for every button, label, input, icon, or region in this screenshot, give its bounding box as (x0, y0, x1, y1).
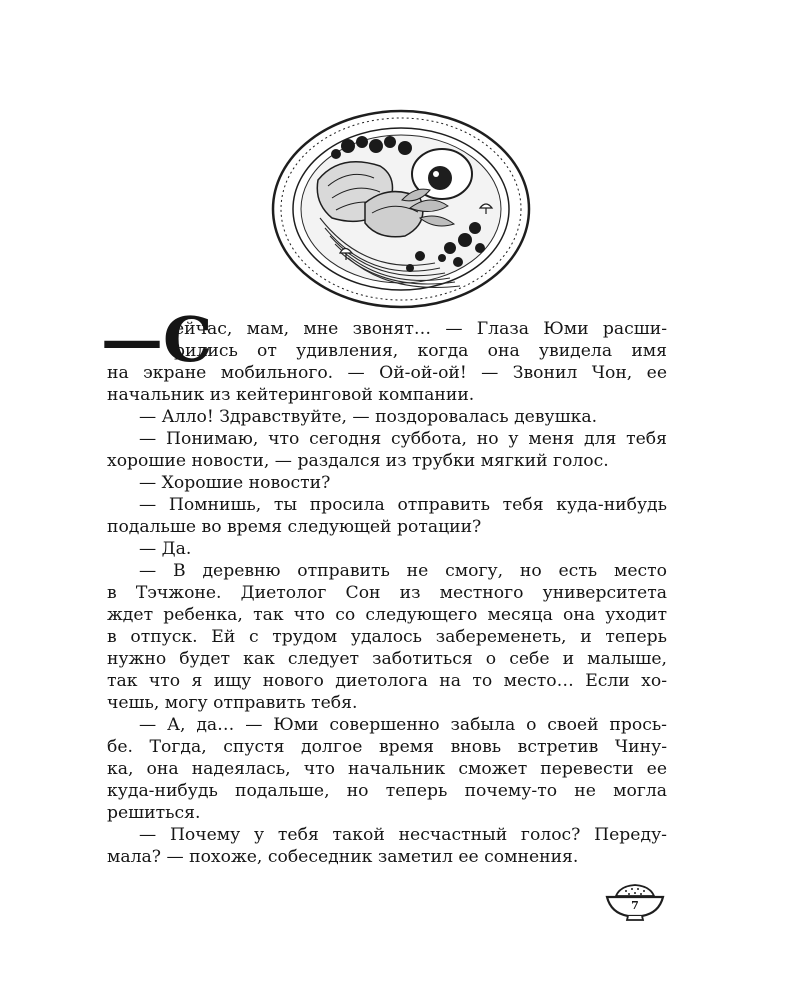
text-line: — В деревню отправить не смогу, но есть место (139, 561, 667, 581)
text-line: рились от удивления, когда она увидела имя (174, 341, 667, 361)
text-line: в Тэчжоне. Диетолог Сон из местного университета (107, 583, 667, 603)
text-line: куда-нибудь подальше, но теперь почему-то не могла (107, 781, 667, 801)
text-line: ейчас, мам, мне звонят… — Глаза Юми расши- (174, 319, 667, 339)
text-line: начальник из кейтеринговой компании. (107, 385, 475, 405)
text-line: — Почему у тебя такой несчастный голос? Переду- (139, 825, 667, 845)
main-text (101, 303, 667, 868)
text-line: в отпуск. Ей с трудом удалось забеременеть, и теперь (107, 627, 667, 647)
text-line: ка, она надеялась, что начальник сможет перевести ее (107, 759, 667, 779)
text-line: на экране мобильного. — Ой-ой-ой! — Звонил Чон, ее (107, 363, 667, 383)
page-number: 7 (631, 899, 639, 912)
text-line: решиться. (107, 803, 201, 823)
text-line: подальше во время следующей ротации? (107, 517, 482, 537)
text-line: хорошие новости, — раздался из трубки мягкий голос. (107, 451, 609, 471)
text-line: ждет ребенка, так что со следующего месяца она уходит (107, 605, 667, 625)
text-line: — А, да… — Юми совершенно забыла о своей прось- (139, 715, 667, 735)
text-line: бе. Тогда, спустя долгое время вновь встретив Чину- (107, 737, 667, 757)
text-line: — Хорошие новости? (139, 473, 331, 493)
drop-cap: —С (101, 303, 213, 376)
text-line: чешь, могу отправить тебя. (107, 693, 358, 713)
text-line: — Да. (139, 539, 192, 559)
text-line: нужно будет как следует заботиться о себе и малыше, (107, 649, 667, 669)
food-plate-illustration (270, 108, 532, 310)
text-line: так что я ищу нового диетолога на то место… Если хо- (107, 671, 667, 691)
text-line: — Понимаю, что сегодня суббота, но у меня для тебя (139, 429, 667, 449)
text-line: мала? — похоже, собеседник заметил ее сомнения. (107, 847, 579, 867)
text-line: — Алло! Здравствуйте, — поздоровалась девушка. (139, 407, 598, 427)
text-line: — Помнишь, ты просила отправить тебя куда-нибудь (139, 495, 667, 515)
